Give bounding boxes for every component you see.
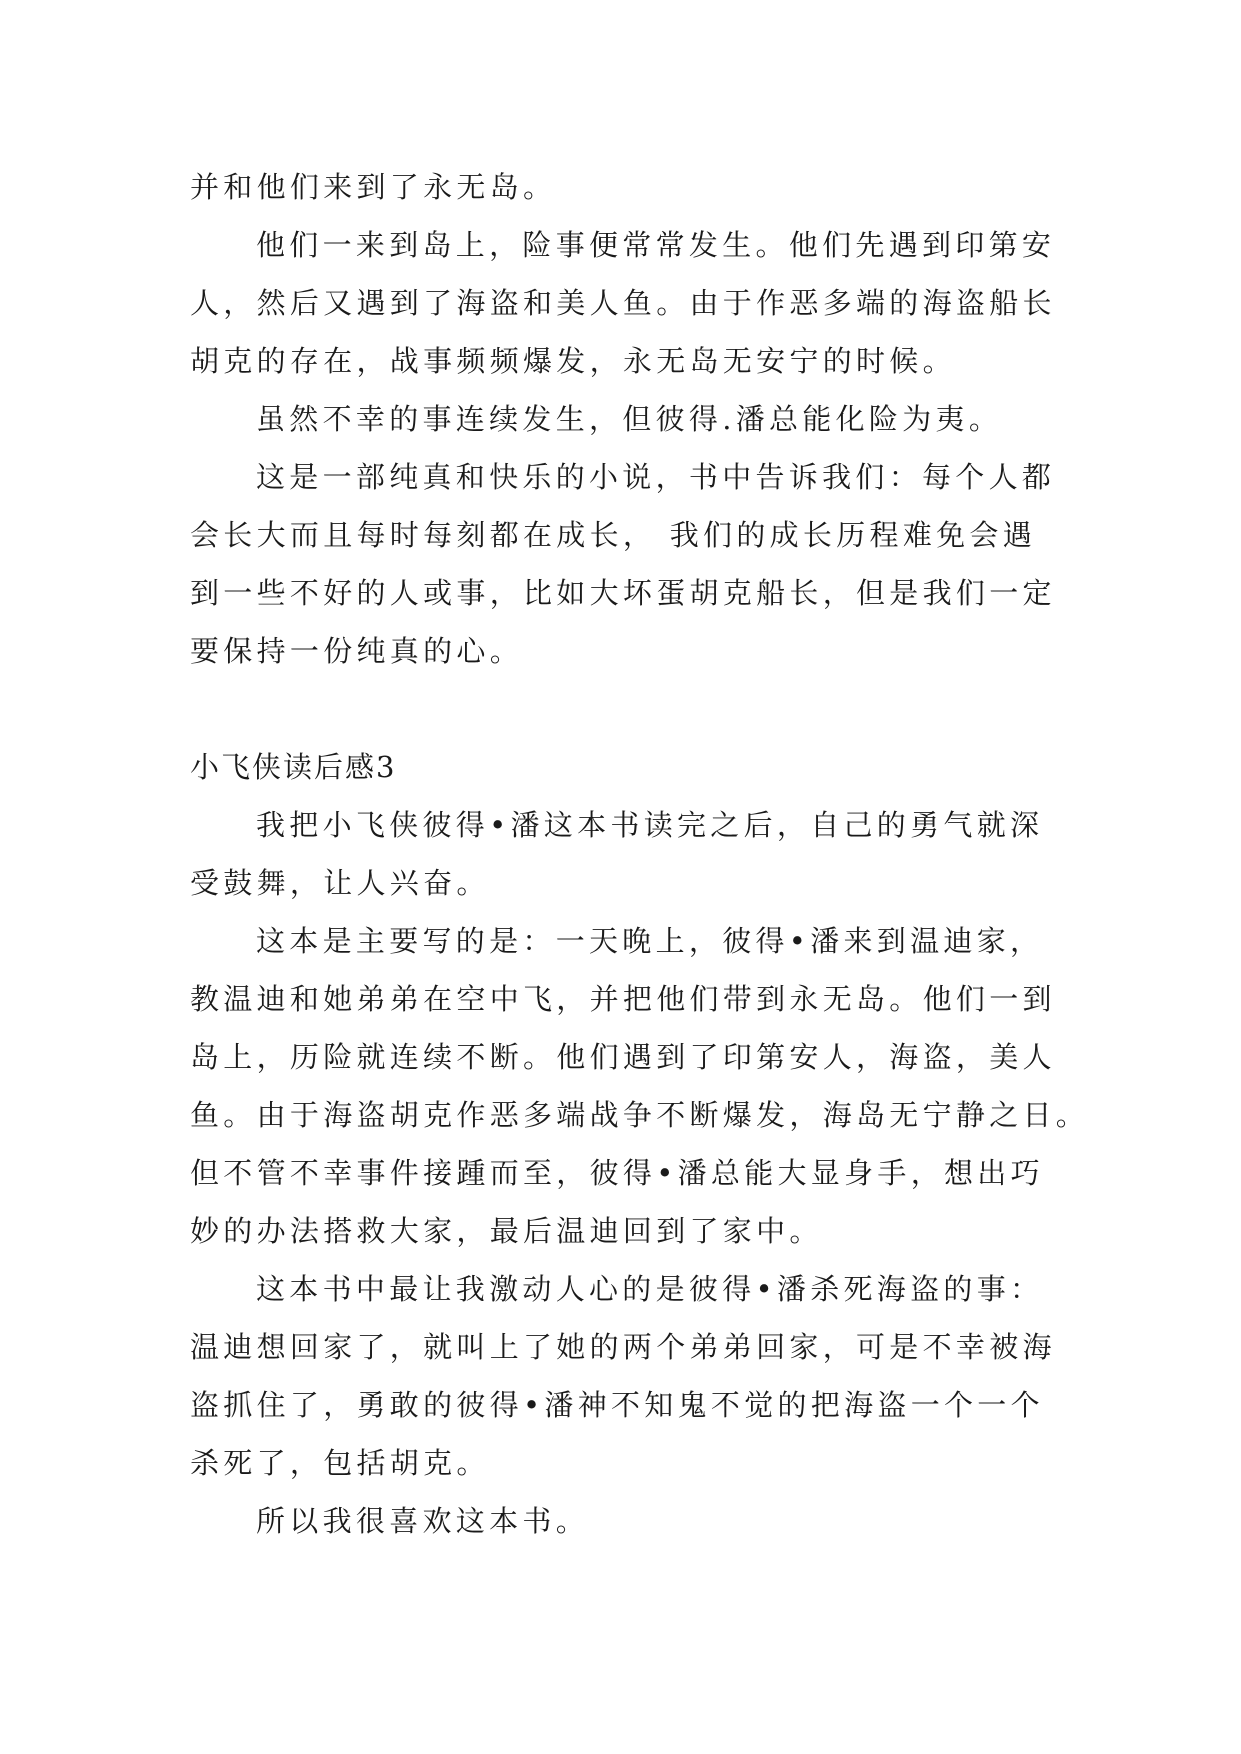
paragraph-line: 虽然不幸的事连续发生，但彼得.潘总能化险为夷。 <box>256 402 1003 436</box>
paragraph-line: 会长大而且每时每刻都在成长， 我们的成长历程难免会遇 <box>190 518 1037 552</box>
paragraph-line: 受鼓舞，让人兴奋。 <box>190 866 490 900</box>
paragraph-line: 教温迪和她弟弟在空中飞，并把他们带到永无岛。他们一到 <box>190 982 1056 1016</box>
paragraph-line: 盗抓住了，勇敢的彼得•潘神不知鬼不觉的把海盗一个一个 <box>190 1388 1044 1422</box>
paragraph-line: 我把小飞侠彼得•潘这本书读完之后，自己的勇气就深 <box>256 808 1044 842</box>
paragraph-line: 这本是主要写的是：一天晚上，彼得•潘来到温迪家， <box>256 924 1044 958</box>
paragraph-line: 这本书中最让我激动人心的是彼得•潘杀死海盗的事： <box>256 1272 1044 1306</box>
paragraph-line: 温迪想回家了，就叫上了她的两个弟弟回家，可是不幸被海 <box>190 1330 1056 1364</box>
paragraph-line: 这是一部纯真和快乐的小说，书中告诉我们：每个人都 <box>256 460 1056 494</box>
paragraph-line: 人，然后又遇到了海盗和美人鱼。由于作恶多端的海盗船长 <box>190 286 1056 320</box>
paragraph-line: 妙的办法搭救大家，最后温迪回到了家中。 <box>190 1214 823 1248</box>
paragraph-line: 但不管不幸事件接踵而至，彼得•潘总能大显身手，想出巧 <box>190 1156 1044 1190</box>
paragraph-line: 胡克的存在，战事频频爆发，永无岛无安宁的时候。 <box>190 344 956 378</box>
paragraph-line: 并和他们来到了永无岛。 <box>190 170 557 204</box>
paragraph-line: 到一些不好的人或事，比如大坏蛋胡克船长，但是我们一定 <box>190 576 1056 610</box>
paragraph-line: 岛上，历险就连续不断。他们遇到了印第安人，海盗，美人 <box>190 1040 1056 1074</box>
paragraph-line: 他们一来到岛上，险事便常常发生。他们先遇到印第安 <box>256 228 1056 262</box>
section-title: 小飞侠读后感3 <box>190 750 397 784</box>
paragraph-line: 鱼。由于海盗胡克作恶多端战争不断爆发，海岛无宁静之日。 <box>190 1098 1090 1132</box>
document-body <box>190 158 1090 1550</box>
paragraph-line: 所以我很喜欢这本书。 <box>256 1504 590 1538</box>
paragraph-line: 杀死了，包括胡克。 <box>190 1446 490 1480</box>
paragraph-line: 要保持一份纯真的心。 <box>190 634 524 668</box>
